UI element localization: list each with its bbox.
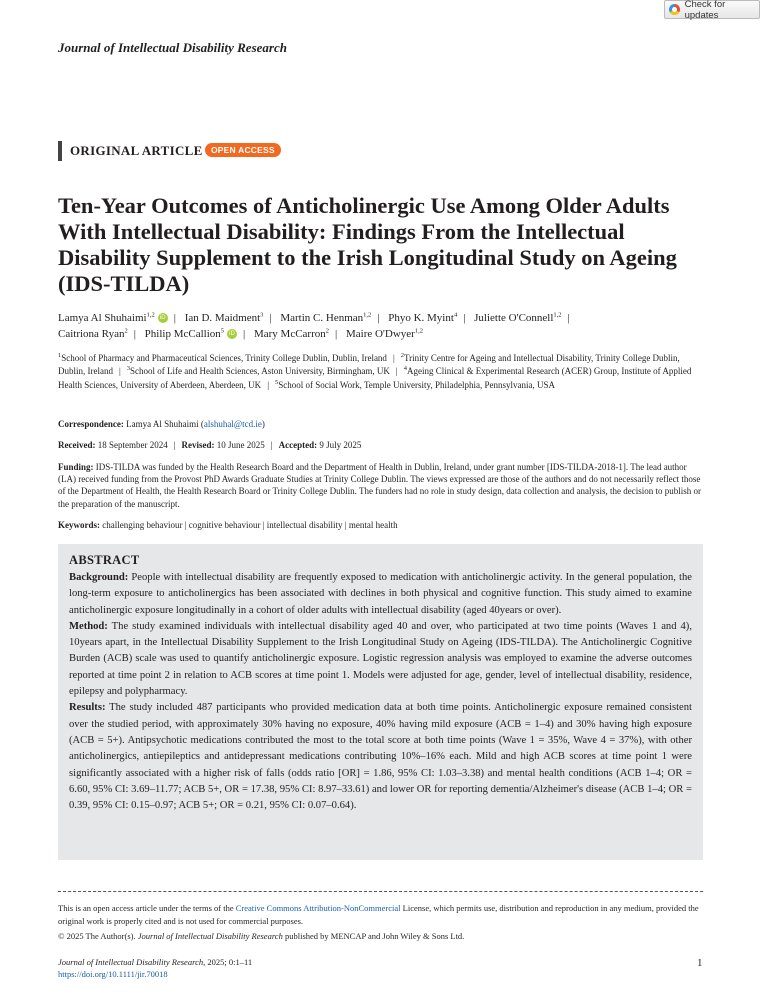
check-for-updates-label: Check for updates — [684, 0, 726, 21]
footer-divider — [58, 891, 703, 892]
citation-line: Journal of Intellectual Disability Research, 2025; 0:1–11 — [58, 957, 253, 967]
check-for-updates-button[interactable] — [664, 0, 760, 19]
orcid-icon[interactable]: iD — [227, 329, 237, 339]
abstract-background: Background: People with intellectual disability are frequently exposed to medication with anticholinergic activity. In the general population, the long-term exposure to anticholinergics has been associated with declines in both physical and cognitive function. This study aimed to examine anticholinergic exposure longitudinally in a cohort of older adults with intellectual disability (aged 40years or over). — [69, 572, 692, 616]
author-list: Lamya Al Shuhaimi$^{1,2}$iD | Ian D. Maidment$^3$ | Martin C. Henman$^{1,2}$ | Phyo K. Myint$^4$ | Juliette O'Connell$^{1,2}$ | Caitriona Ryan$^2$ | Philip McCallion$^5$iD | Mary McCarron$^2$ | Maire O'Dwyer$^{1,2}$ — [58, 311, 570, 340]
author-name[interactable]: Juliette O'Connell$^{1,2}$ — [474, 311, 562, 324]
copyright-statement: © 2025 The Author(s). Journal of Intellectual Disability Research published by MENCAP and John Wiley & Sons Ltd. — [58, 931, 465, 941]
author-name[interactable]: Ian D. Maidment$^3$ — [184, 311, 264, 324]
article-type-bar — [58, 141, 62, 161]
author-name[interactable]: Lamya Al Shuhaimi$^{1,2}$iD — [58, 312, 168, 324]
affiliations: $^1$School of Pharmacy and Pharmaceutical Sciences, Trinity College Dublin, Dublin, Ireland | $^2$Trinity Centre for Ageing and Intellectual Disability, Trinity College Dublin, Dublin, Ireland | $^3$School of Life and Health Sciences, Aston University, Birmingham, UK | $^4$Ageing Clinical & Experimental Research (ACER) Group, Institute of Applied Health Sciences, University of Aberdeen, Aberdeen, UK | $^5$School of Social Work, Temple University, Philadelphia, Pennsylvania, USA — [58, 352, 692, 390]
author-name[interactable]: Maire O'Dwyer$^{1,2}$ — [345, 327, 423, 340]
abstract-heading: ABSTRACT — [69, 553, 140, 567]
doi-link[interactable]: https://doi.org/10.1111/jir.70018 — [58, 969, 168, 979]
orcid-icon[interactable]: iD — [158, 313, 168, 323]
author-name[interactable]: Mary McCarron$^2$ — [253, 327, 330, 340]
article-dates: Received: 18 September 2024 | Revised: 10 June 2025 | Accepted: 9 July 2025 — [58, 440, 362, 450]
journal-name: Journal of Intellectual Disability Research — [58, 40, 287, 55]
open-access-badge: OPEN ACCESS — [205, 143, 281, 157]
abstract-results: Results: The study included 487 participants who provided medication data at both time points. Anticholinergic exposure remained consistent over the studied period, with approximately 30% having no exposure, 40% having mild exposure (ACB = 1–4) and 30% having high exposure (ACB = 5+). Antipsychotic medications contributed the most to the total score at both time points (Wave 1 = 35%, Wave 4 = 37%), with other anticholinergics, antiepileptics and antidepressant medications contributing 10%–16% each. Mild and high ACB scores at time point 1 were significantly associated with a higher risk of falls (odds ratio [OR] = 1.86, 95% CI: 1.03–3.38) and mental health conditions (ACB 1–4; OR = 6.60, 95% CI: 3.69–11.77; ACB 5+, OR = 17.38, 95% CI: 8.97–33.61) and lower OR for reporting dementia/Alzheimer's disease (ACB 1–4; OR = 0.39, 95% CI: 0.15–0.97; ACB 5+; OR = 0.21, 95% CI: 0.07–0.64). — [69, 702, 692, 812]
correspondence-email-link[interactable]: alshuhal@tcd.ie — [203, 419, 262, 429]
author-name[interactable]: Phyo K. Myint$^4$ — [388, 311, 458, 324]
cc-license-link[interactable]: Creative Commons Attribution-NonCommercial — [235, 903, 401, 913]
article-type: ORIGINAL ARTICLE — [70, 143, 203, 158]
funding-statement: Funding: IDS-TILDA was funded by the Health Research Board and the Department of Health in Dublin, Ireland, under grant number [IDS-TILDA-2018-1]. The lead author (LA) received funding from the Provost PhD Awards Graduate Studies at Trinity College Dublin. The views expressed are those of the authors and do not necessarily reflect those of the Department of Health, the Health Research Board or Trinity College Dublin. The funders had no role in study design, data collection and analysis, the decision to publish or the preparation of the manuscript. — [58, 462, 701, 509]
abstract-box — [58, 544, 703, 860]
article-title: Ten-Year Outcomes of Anticholinergic Use Among Older Adults With Intellectual Disability: Findings From the Intellectual Disability Supplement to the Irish Longitudinal Study on Ageing (IDS-TILDA) — [58, 193, 677, 296]
crossmark-icon — [669, 4, 680, 15]
correspondence: Correspondence: Lamya Al Shuhaimi (alshuhal@tcd.ie) — [58, 419, 265, 429]
keywords: Keywords: challenging behaviour | cognitive behaviour | intellectual disability | mental health — [58, 520, 398, 530]
page-number: 1 — [697, 957, 703, 969]
license-statement: This is an open access article under the terms of the Creative Commons Attribution-NonCommercial License, which permits use, distribution and reproduction in any medium, provided the original work is properly cited and is not used for commercial purposes. — [58, 903, 699, 926]
author-name[interactable]: Caitriona Ryan$^2$ — [58, 327, 128, 340]
abstract-method: Method: The study examined individuals with intellectual disability aged 40 and over, who participated at two time points (Waves 1 and 4), 10years apart, in the Intellectual Disability Supplement to the Irish Longitudinal Study on Ageing (IDS-TILDA). The Anticholinergic Cognitive Burden (ACB) scale was used to quantify anticholinergic exposure. Logistic regression analysis was employed to examine the adverse outcomes reported at time point 2 in relation to ACB scores at time point 1. Models were adjusted for age, gender, level of intellectual disability, residence, epilepsy and polypharmacy. — [69, 620, 692, 698]
author-name[interactable]: Philip McCallion$^5$iD — [145, 328, 237, 340]
author-name[interactable]: Martin C. Henman$^{1,2}$ — [280, 311, 372, 324]
